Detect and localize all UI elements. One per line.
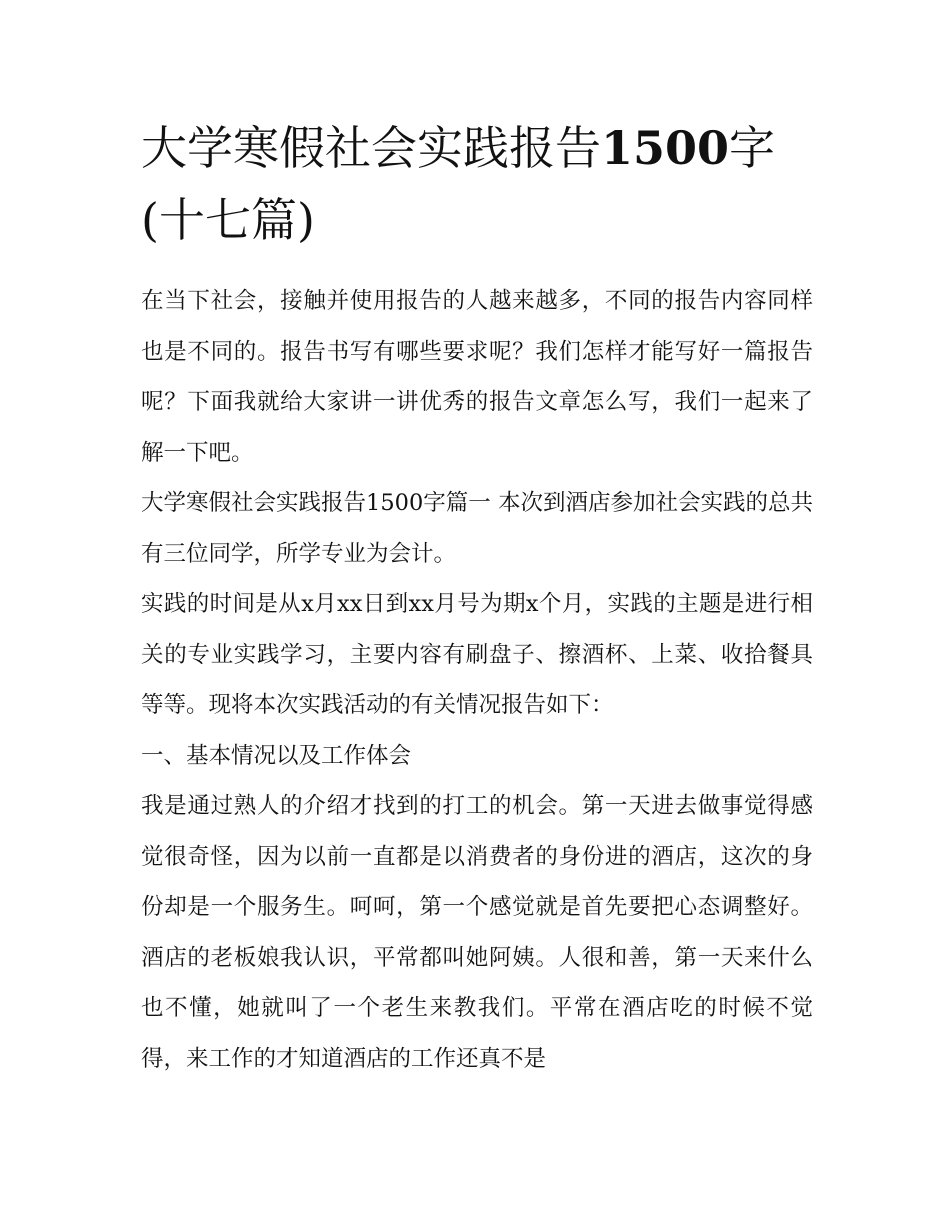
document-body — [141, 276, 813, 1084]
section-one-paragraph: 大学寒假社会实践报告1500字篇一 本次到酒店参加社会实践的总共有三位同学，所学专业为会计。 — [141, 490, 813, 567]
document-page — [141, 112, 813, 1084]
title-number: 1500 — [601, 121, 730, 175]
experience-paragraph: 我是通过熟人的介绍才找到的打工的机会。第一天进去做事觉得感觉很奇怪，因为以前一直都是以消费者的身份进的酒店，这次的身份却是一个服务生。呵呵，第一个感觉就是首先要把心态调整好。酒店的老板娘我认识，平常都叫她阿姨。人很和善，第一天来什么也不懂，她就叫了一个老生来教我们。平常在酒店吃的时候不觉得，来工作的才知道酒店的工作还真不是 — [141, 793, 813, 1072]
section-heading: 一、基本情况以及工作体会 — [141, 742, 412, 769]
practice-time-paragraph: 实践的时间是从x月xx日到xx月号为期x个月，实践的主题是进行相关的专业实践学习，主要内容有刷盘子、擦酒杯、上菜、收拾餐具等等。现将本次实践活动的有关情况报告如下： — [141, 591, 813, 718]
title-suffix: 字(十七篇) — [141, 121, 776, 247]
title-prefix: 大学寒假社会实践报告 — [141, 121, 601, 175]
intro-paragraph: 在当下社会，接触并使用报告的人越来越多，不同的报告内容同样也是不同的。报告书写有哪些要求呢？我们怎样才能写好一篇报告呢？下面我就给大家讲一讲优秀的报告文章怎么写，我们一起来了解一下吧。 — [141, 288, 813, 466]
document-title — [141, 112, 813, 256]
